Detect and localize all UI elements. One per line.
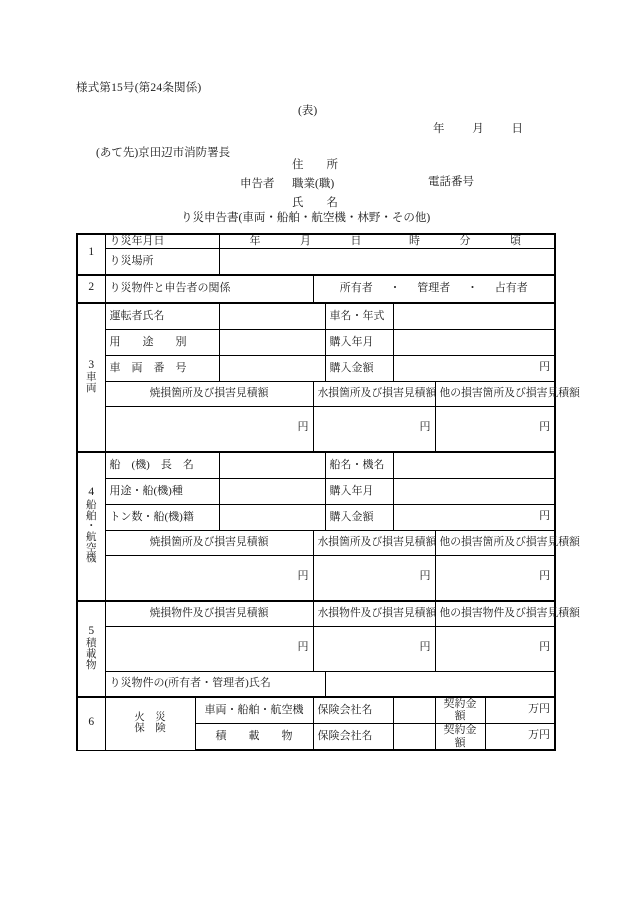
table-row	[77, 329, 555, 355]
section-4-label-char-3: 航	[86, 532, 97, 543]
submission-date-line	[433, 120, 523, 136]
vehicle-price-value[interactable]	[393, 355, 555, 381]
date-month-label: 月	[300, 235, 311, 247]
address-label: 住 所	[292, 158, 338, 171]
s-other-damage-unit: 円	[539, 570, 551, 583]
section-4-label-char-0: 船	[86, 499, 97, 511]
ship-price-label: 購入金額	[325, 504, 393, 530]
table-row	[77, 234, 555, 248]
section-5-label-char-1: 載	[86, 649, 97, 661]
table-row	[77, 478, 555, 504]
section-5-number	[77, 601, 105, 697]
section-6-label	[105, 697, 195, 751]
submission-day-label: 日	[511, 123, 523, 135]
insurance-target-vehicle: 車両・船舶・航空機	[195, 697, 313, 724]
option-occupant[interactable]: 占有者	[494, 282, 528, 295]
captain-name-value[interactable]	[219, 452, 325, 479]
c-burn-damage-header: 焼損物件及び損害見積額	[105, 601, 313, 627]
damage-date-value[interactable]	[219, 234, 555, 248]
table-row	[77, 303, 555, 330]
vehicle-price-unit: 円	[539, 360, 551, 373]
date-day-label: 日	[350, 235, 362, 247]
option-separator-1: ・	[389, 282, 401, 295]
date-approx-label: 頃	[510, 235, 521, 247]
vehicle-number-value[interactable]	[219, 355, 325, 381]
section-4-label-char-5: 機	[86, 553, 97, 565]
table-row	[77, 555, 555, 601]
form-number: 様式第15号(第24条関係)	[76, 82, 202, 94]
form-table	[76, 233, 580, 751]
addressee-line: (あて先)京田辺市消防署長	[96, 147, 231, 159]
v-burn-damage-value[interactable]	[105, 406, 313, 452]
section-4-label-char-1: 舶	[86, 510, 97, 522]
insurance-company-label-1: 保険会社名	[313, 697, 393, 724]
table-row	[77, 275, 555, 303]
insurance-company-label-2: 保険会社名	[313, 723, 393, 750]
document-title: り災申告書(車両・船舶・航空機・林野・その他)	[181, 212, 431, 224]
section-3-label-char-1: 両	[86, 383, 97, 394]
v-water-damage-header: 水損箇所及び損害見積額	[313, 381, 435, 406]
table-row	[77, 671, 555, 697]
relationship-options[interactable]	[313, 275, 555, 303]
contract-amount-label-1: 契約金額	[435, 697, 485, 724]
table-row	[77, 601, 555, 627]
insurance-company-value-1[interactable]	[393, 697, 435, 724]
insurance-company-value-2[interactable]	[393, 723, 435, 750]
option-manager[interactable]: 管理者	[417, 282, 451, 295]
v-other-damage-unit: 円	[539, 421, 551, 434]
declarant-address-row	[240, 154, 370, 173]
v-water-damage-value[interactable]	[313, 406, 435, 452]
section-3-number	[77, 303, 105, 452]
ship-price-unit: 円	[539, 509, 551, 522]
ship-tonnage-label: トン数・船(機)籍	[105, 504, 219, 530]
c-other-damage-unit: 円	[539, 641, 551, 654]
option-separator-2: ・	[467, 282, 479, 295]
ship-name-label: 船名・機名	[325, 452, 393, 479]
driver-name-value[interactable]	[219, 303, 325, 330]
section-4-num-text: 4	[88, 486, 95, 499]
section-6-number	[77, 697, 105, 751]
s-burn-damage-unit: 円	[297, 570, 309, 583]
v-other-damage-header: 他の損害箇所及び損害見積額	[435, 381, 555, 406]
declarant-tag: 申告者	[240, 177, 275, 190]
ship-tonnage-value[interactable]	[219, 504, 325, 530]
v-water-damage-unit: 円	[419, 421, 431, 434]
s-water-damage-value[interactable]	[313, 555, 435, 601]
c-water-damage-value[interactable]	[313, 626, 435, 671]
date-year-label: 年	[249, 235, 261, 247]
table-row	[77, 355, 555, 381]
vehicle-number-label: 車 両 番 号	[105, 355, 219, 381]
vehicle-purchase-date-label: 購入年月	[325, 329, 393, 355]
option-owner[interactable]: 所有者	[339, 282, 373, 295]
property-owner-label: り災物件の(所有者・管理者)氏名	[105, 671, 325, 697]
table-row	[77, 530, 555, 555]
captain-name-label: 船 (機) 長 名	[105, 452, 219, 479]
contract-amount-value-2[interactable]	[485, 723, 555, 750]
c-other-damage-value[interactable]	[435, 626, 555, 671]
ship-purchase-date-label: 購入年月	[325, 478, 393, 504]
vehicle-model-value[interactable]	[393, 303, 555, 330]
table-row	[77, 452, 555, 479]
section-5-num-text: 5	[88, 624, 95, 637]
table-row	[77, 248, 555, 275]
v-burn-damage-unit: 円	[297, 421, 309, 434]
relationship-label: り災物件と申告者の関係	[105, 275, 313, 303]
side-mark: (表)	[298, 105, 318, 117]
ship-usage-value[interactable]	[219, 478, 325, 504]
table-row	[77, 406, 555, 452]
section-3-num-text: 3	[88, 358, 95, 371]
c-burn-damage-value[interactable]	[105, 626, 313, 671]
declarant-occupation-row	[240, 173, 370, 192]
date-minute-label: 分	[459, 235, 471, 247]
s-burn-damage-value[interactable]	[105, 555, 313, 601]
section-6-label-line-0: 火 災	[134, 711, 166, 723]
name-label: 氏 名	[292, 196, 338, 209]
section-5-label-char-0: 積	[86, 638, 97, 650]
section-2-number	[77, 275, 105, 303]
c-burn-damage-unit: 円	[297, 641, 309, 654]
submission-year-label: 年	[433, 123, 445, 135]
vehicle-purchase-date-value[interactable]	[393, 329, 555, 355]
vehicle-usage-value[interactable]	[219, 329, 325, 355]
section-4-label-char-2: ・	[86, 521, 97, 533]
contract-amount-label-2: 契約金額	[435, 723, 485, 750]
date-hour-label: 時	[409, 235, 420, 247]
section-5-label-char-2: 物	[86, 659, 97, 671]
form-table-wrapper	[76, 233, 580, 751]
section-1-num-text: 1	[88, 246, 95, 259]
s-burn-damage-header: 焼損箇所及び損害見積額	[105, 530, 313, 555]
contract-amount-value-1[interactable]	[485, 697, 555, 724]
section-1-number	[77, 234, 105, 275]
ship-usage-label: 用途・船(機)種	[105, 478, 219, 504]
section-4-number	[77, 452, 105, 601]
section-6-num-text: 6	[88, 715, 95, 728]
ship-name-value[interactable]	[393, 452, 555, 479]
damage-place-value[interactable]	[219, 248, 555, 275]
c-water-damage-unit: 円	[419, 641, 431, 654]
occupation-label: 職業(職)	[292, 177, 335, 190]
v-other-damage-value[interactable]	[435, 406, 555, 452]
vehicle-usage-label: 用 途 別	[105, 329, 219, 355]
s-water-damage-unit: 円	[419, 570, 431, 583]
vehicle-model-label: 車名・年式	[325, 303, 393, 330]
c-other-damage-header: 他の損害物件及び損害見積額	[435, 601, 555, 627]
vehicle-price-label: 購入金額	[325, 355, 393, 381]
contract-amount-unit-2: 万円	[528, 729, 551, 742]
ship-purchase-date-value[interactable]	[393, 478, 555, 504]
section-6-label-line-1: 保 険	[134, 722, 166, 734]
damage-place-label: り災場所	[105, 248, 219, 275]
section-3-label-char-0: 車	[86, 372, 97, 384]
v-burn-damage-header: 焼損箇所及び損害見積額	[105, 381, 313, 406]
table-row	[77, 697, 555, 724]
driver-name-label: 運転者氏名	[105, 303, 219, 330]
section-2-num-text: 2	[88, 280, 95, 293]
s-other-damage-header: 他の損害箇所及び損害見積額	[435, 530, 555, 555]
contract-amount-unit-1: 万円	[528, 702, 551, 715]
section-4-label-char-4: 空	[86, 542, 97, 554]
submission-month-label: 月	[472, 123, 484, 135]
property-owner-value[interactable]	[325, 671, 555, 697]
damage-date-label: り災年月日	[105, 234, 219, 248]
table-row	[77, 626, 555, 671]
ship-price-value[interactable]	[393, 504, 555, 530]
declarant-block	[240, 154, 370, 211]
phone-label: 電話番号	[428, 176, 474, 188]
s-other-damage-value[interactable]	[435, 555, 555, 601]
table-row	[77, 381, 555, 406]
table-row	[77, 504, 555, 530]
insurance-target-cargo: 積 載 物	[195, 723, 313, 750]
c-water-damage-header: 水損物件及び損害見積額	[313, 601, 435, 627]
s-water-damage-header: 水損箇所及び損害見積額	[313, 530, 435, 555]
